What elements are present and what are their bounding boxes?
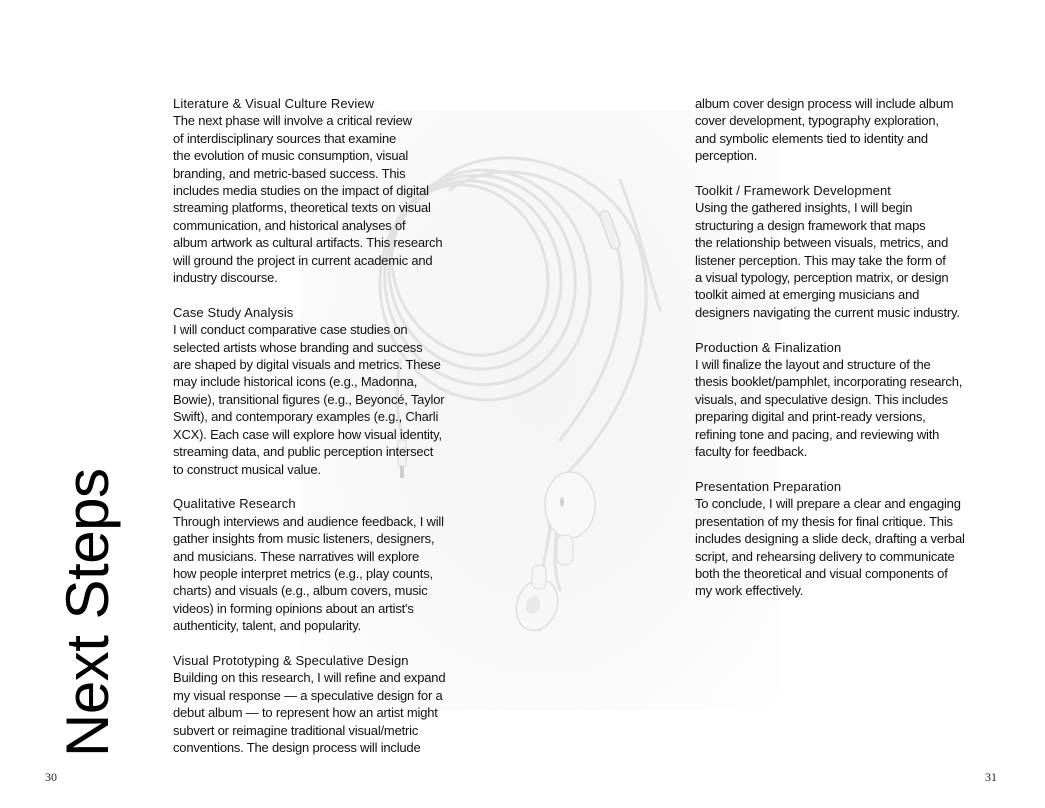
body-line: streaming platforms, theoretical texts on visual <box>173 200 431 216</box>
body-line: listener perception. This may take the form of <box>695 252 946 268</box>
body-line: the relationship between visuals, metrics, and <box>695 235 949 251</box>
body-line: Using the gathered insights, I will begin <box>695 200 913 216</box>
body-line: Bowie), transitional figures (e.g., Beyoncé, Taylor <box>173 391 445 407</box>
body-line: thesis booklet/pamphlet, incorporating research, <box>695 374 963 390</box>
section-production <box>695 339 1015 461</box>
body-line: my work effectively. <box>695 583 804 599</box>
left-text-column <box>173 95 493 774</box>
body-line: visuals, and speculative design. This includes <box>695 391 948 407</box>
body-line: The next phase will involve a critical review <box>173 113 412 129</box>
body-line: includes designing a slide deck, drafting a verbal <box>695 531 965 547</box>
body-line: includes media studies on the impact of digital <box>173 183 429 199</box>
body-line: cover development, typography exploration, <box>695 113 939 129</box>
body-line: industry discourse. <box>173 270 278 286</box>
body-line: conventions. The design process will include <box>173 739 421 755</box>
section-visual-prototyping <box>173 652 493 756</box>
section-case-study <box>173 304 493 478</box>
body-line: toolkit aimed at emerging musicians and <box>695 287 920 303</box>
body-line: structuring a design framework that maps <box>695 217 926 233</box>
body-line: of interdisciplinary sources that examine <box>173 130 397 146</box>
section-continuation <box>695 95 1015 165</box>
body-line: album artwork as cultural artifacts. This research <box>173 235 443 251</box>
body-line: Swift), and contemporary examples (e.g., Charli <box>173 409 439 425</box>
section-heading: Visual Prototyping & Speculative Design <box>173 652 409 668</box>
body-line: to construct musical value. <box>173 461 321 477</box>
body-line: Building on this research, I will refine and expand <box>173 670 446 686</box>
body-line: subvert or reimagine traditional visual/metric <box>173 722 419 738</box>
body-line: will ground the project in current academic and <box>173 252 433 268</box>
body-line: designers navigating the current music industry. <box>695 304 960 320</box>
body-line: videos) in forming opinions about an artist's <box>173 600 414 616</box>
body-line: may include historical icons (e.g., Madonna, <box>173 374 418 390</box>
page-title: Next Steps <box>54 468 121 757</box>
body-line: branding, and metric-based success. This <box>173 165 406 181</box>
body-line: script, and rehearsing delivery to communicate <box>695 548 955 564</box>
body-line: my visual response — a speculative design for a <box>173 687 443 703</box>
section-heading: Presentation Preparation <box>695 478 842 494</box>
body-line: are shaped by digital visuals and metrics. These <box>173 357 441 373</box>
body-line: presentation of my thesis for final critique. This <box>695 513 953 529</box>
body-line: how people interpret metrics (e.g., play counts, <box>173 565 433 581</box>
section-heading: Toolkit / Framework Development <box>695 183 891 199</box>
section-presentation <box>695 478 1015 600</box>
body-line: authenticity, talent, and popularity. <box>173 618 361 634</box>
body-line: and symbolic elements tied to identity and <box>695 130 928 146</box>
section-heading: Production & Finalization <box>695 339 842 355</box>
page-number-right: 31 <box>985 770 997 784</box>
body-line: a visual typology, perception matrix, or design <box>695 270 949 286</box>
body-line: perception. <box>695 148 758 164</box>
section-heading: Qualitative Research <box>173 496 296 512</box>
body-line: I will conduct comparative case studies on <box>173 322 408 338</box>
section-qualitative-research <box>173 495 493 634</box>
body-line: gather insights from music listeners, designers, <box>173 531 435 547</box>
body-line: selected artists whose branding and success <box>173 339 423 355</box>
body-line: communication, and historical analyses of <box>173 217 406 233</box>
body-line: preparing digital and print-ready versions, <box>695 409 926 425</box>
body-line: refining tone and pacing, and reviewing with <box>695 426 940 442</box>
body-line: To conclude, I will prepare a clear and engaging <box>695 496 961 512</box>
body-line: XCX). Each case will explore how visual identity, <box>173 426 442 442</box>
section-heading: Literature & Visual Culture Review <box>173 96 375 111</box>
section-heading: Case Study Analysis <box>173 304 294 320</box>
body-line: faculty for feedback. <box>695 444 808 460</box>
body-line: the evolution of music consumption, visual <box>173 148 409 164</box>
body-line: I will finalize the layout and structure of the <box>695 357 931 373</box>
body-line: both the theoretical and visual components of <box>695 565 948 581</box>
body-line: charts) and visuals (e.g., album covers, music <box>173 583 428 599</box>
body-line: album cover design process will include album <box>695 96 954 111</box>
body-line: debut album — to represent how an artist might <box>173 705 438 721</box>
body-line: and musicians. These narratives will explore <box>173 548 420 564</box>
right-text-column <box>695 95 1015 617</box>
body-line: Through interviews and audience feedback, I will <box>173 513 444 529</box>
section-toolkit <box>695 182 1015 321</box>
page-number-left: 30 <box>45 770 57 784</box>
section-literature-review <box>173 95 493 286</box>
body-line: streaming data, and public perception intersect <box>173 444 434 460</box>
